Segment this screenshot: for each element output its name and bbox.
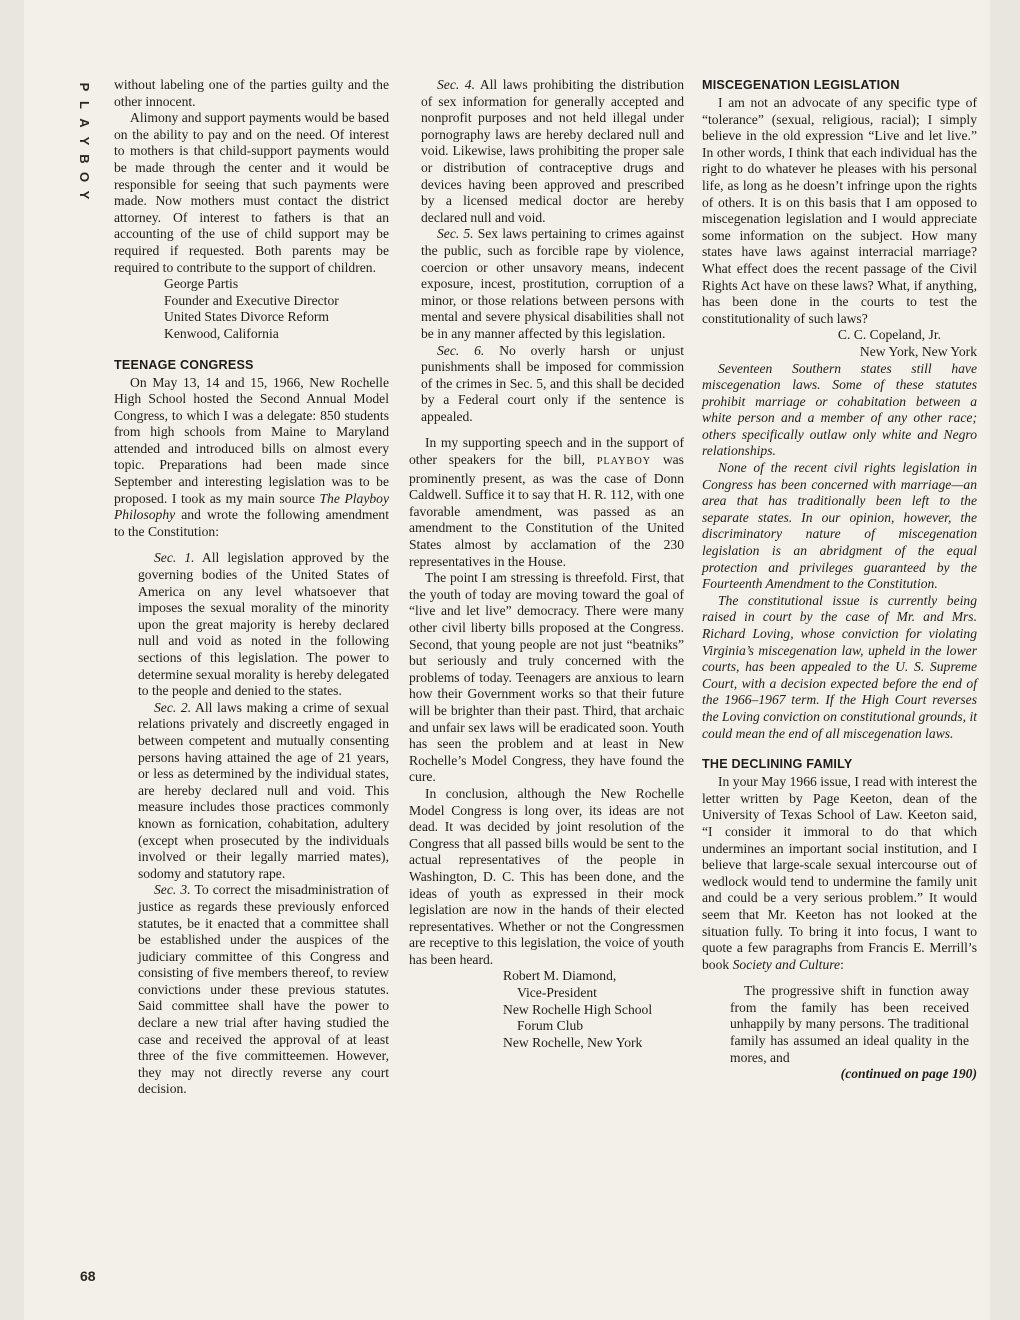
section-2 (138, 700, 389, 883)
masthead-vertical (74, 78, 94, 204)
masthead-letter: P (77, 82, 92, 92)
paragraph (409, 435, 684, 570)
editor-reply: None of the recent civil rights legislation in Congress has been concerned with marriage—an area that has traditionally been left to the separate states. In our opinion, however, the discriminatory nature of miscegenation legislation is an abridgment of the equal protection and privileges guaranteed by the Fourteenth Amendment to the Constitution. (702, 460, 977, 592)
text-run: In your May 1966 issue, I read with interest the letter written by Page Keeton, dean of the University of Texas School of Law. Keeton said, “I consider it immoral to do that which undermines an important social institution, and I believe that large-scale sexual intercourse out of wedlock would tend to undermine the family unit and could be a very serious problem.” It would seem that Mr. Keeton has not looked at the situation fully. To bring it into focus, I want to quote a few paragraphs from Francis E. Merrill’s book (702, 774, 977, 972)
signature-line: New Rochelle High School (503, 1001, 653, 1017)
section-4 (421, 77, 684, 226)
page-number: 68 (80, 1268, 96, 1284)
signature-line: New Rochelle, New York (503, 1034, 643, 1050)
continued-note: (continued on page 190) (840, 1066, 977, 1082)
signature-line: George Partis (164, 276, 239, 292)
signature-partis (164, 276, 389, 342)
masthead-letter: O (77, 171, 92, 183)
paragraph: The point I am stressing is threefold. First, that the youth of today are moving toward the goal of “live and let live” democracy. There were many other civil liberty bills proposed at the Congress. Second, that young people are not just “beatniks” but seriously and truly concerned with the problems of today. Teenagers are anxious to learn how their Government works so that their future will be brighter than their past. Third, that archaic and unfair sex laws will be eradicated soon. Youth has seen the problem and at least in New Rochelle’s Model Congress, they have found the cure. (409, 570, 684, 785)
section-label: Sec. 1. (154, 550, 195, 566)
text-run: : (840, 956, 844, 972)
section-heading-declining-family: THE DECLINING FAMILY (702, 757, 853, 772)
signature-copeland (702, 327, 977, 360)
text-run: All laws making a crime of sexual relations privately and discreetly engaged in between competent and mutually consenting persons having attained the age of 21 years, or less as determined by the individual states, are hereby declared null and void. This measure includes those practices commonly known as fornication, cohabitation, adultery (except when prosecuted by the individuals involved or their legally married mates), sodomy and statutory rape. (138, 699, 389, 881)
section-heading-miscegenation: MISCEGENATION LEGISLATION (702, 78, 900, 92)
section-heading-teenage-congress: TEENAGE CONGRESS (114, 357, 254, 372)
section-label: Sec. 6. (437, 342, 485, 358)
paragraph (702, 774, 977, 973)
section-label: Sec. 2. (154, 699, 192, 715)
signature-line: Kenwood, California (164, 325, 279, 341)
section-label: Sec. 5. (437, 226, 474, 242)
section-3 (138, 882, 389, 1098)
section-5 (421, 226, 684, 342)
text-run: All laws prohibiting the distribution of sex information for generally accepted and nonprofit purposes and not held illegal under pornography laws are hereby declared null and void. Likewise, laws prohibiting the proper sale or distribution of contraceptive drugs and devices having been approved and prescribed by a licensed medical doctor are hereby declared null and void. (421, 77, 684, 225)
masthead-letter: L (77, 101, 92, 109)
text-run: No overly harsh or unjust punishments shall be imposed for commission of the crimes in Sec. 5, and this shall be decided by a Federal court only if the sentence is appealed. (421, 342, 684, 424)
editor-reply: The constitutional issue is currently being raised in court by the case of Mr. and Mrs. Richard Loving, whose conviction for violating Virginia’s miscegenation law, upheld in the lower courts, has been appealed to the U. S. Supreme Court, with a decision expected before the end of the 1966–1967 term. If the High Court reverses the Loving conviction on constitutional grounds, it could mean the end of all miscegenation laws. (702, 592, 977, 741)
text-run: In my supporting speech and in the support of other speakers for the bill, (409, 435, 684, 468)
book-title: Society and Culture (732, 956, 841, 972)
text-run: and wrote the following amendment to the Constitution: (114, 507, 389, 539)
masthead-letter: Y (77, 190, 92, 200)
text-run: On May 13, 14 and 15, 1966, New Rochelle High School hosted the Second Annual Model Congress, to which I was a delegate: 850 students from high schools from Maine to Maryland attended and introduced bills on almost every topic. Preparations had been made since September and interesting legislation was to be proposed. I took as my main source (114, 374, 389, 506)
paragraph (114, 375, 389, 541)
section-1 (138, 550, 389, 699)
book-title: The Playboy Philosophy (114, 490, 390, 523)
column-2 (409, 77, 684, 1051)
text-run: Sex laws pertaining to crimes against the public, such as forcible rape by violence, coercion or other unsavory means, indecent exposure, incest, prostitution, corruption of a minor, or those relations between persons with mental and severe physical disabilities shall not be in any manner affected by this legislation. (421, 226, 684, 341)
masthead-letter: Y (77, 136, 92, 146)
magazine-page (24, 0, 990, 1320)
text-run: To correct the misadministration of justice as regards these previously enforced statutes, be it enacted that a committee shall be established under the auspices of the judiciary committee of this Congress and consisting of five members thereof, to review convictions under these previous statutes. Said committee shall have the power to declare a new trial after having studied the case and received the approval of at least three of the five committeemen. However, they may not directly reverse any court decision. (138, 882, 389, 1097)
section-label: Sec. 4. (437, 77, 476, 92)
amendment-text-continued (421, 77, 684, 425)
paragraph: I am not an advocate of any specific type of “tolerance” (sexual, religious, racial); I simply believe in the old expression “Live and let live.” In other words, I think that each individual has the right to do whatever he pleases with his personal life, as long as he doesn’t infringe upon the rights of others. It is on this basis that I am opposed to miscegenation legislation and I would appreciate some information on the subject. How many states have laws against interracial marriage? What effect does the recent passage of the Civil Rights Act have on these laws? What, if anything, has been done in the courts to test the constitutionality of such laws? (702, 95, 977, 326)
text-run: was prominently present, as was the case of Donn Caldwell. Suffice it to say that H. R. 112, with one favorable amendment, was passed as an amendment to the Constitution of the United States almost by acclamation of the 230 representatives in the House. (409, 452, 684, 569)
editor-reply: Seventeen Southern states still have miscegenation laws. Some of these statutes prohibit marriage or cohabitation between a white person and a member of any other race; others specifically outlaw only white and Negro relationships. (702, 360, 977, 459)
amendment-text (138, 550, 389, 1098)
signature-line: Robert M. Diamond, (503, 968, 617, 984)
text-run: All legislation approved by the governing bodies of the United States of America on any level whatsoever that imposes the sexual morality of the minority upon the great majority is hereby declared null and void as noted in the following sections of this legislation. The power to determine sexual morality is hereby delegated to the people and denied to the states. (138, 550, 389, 699)
column-3 (702, 77, 977, 1083)
signature-line: New York, New York (859, 343, 977, 359)
quote-paragraph: The progressive shift in function away from the family has been received unhappily by many persons. The traditional family has assumed an ideal quality in the mores, and (730, 983, 969, 1065)
block-quote (730, 983, 969, 1066)
section-label: Sec. 3. (154, 882, 191, 898)
magazine-name: PLAYBOY (596, 456, 652, 468)
paragraph: In conclusion, although the New Rochelle Model Congress is long over, its ideas are not dead. It was decided by joint resolution of the Congress that all passed bills would be sent to the actual representatives of the people in Washington, D. C. This has been done, and the ideas of youth as expressed in their mock legislation are now in the hands of their elected representatives. Whether or not the Congressmen are receptive to this legislation, the voice of youth has been heard. (409, 785, 684, 967)
paragraph: Alimony and support payments would be based on the ability to pay and on the need. Of interest to mothers is that child-support payments would be made through the center and it would be responsible for seeing that such payments were made. Now mothers must contact the district attorney. Of interest to fathers is that an accounting of the use of child support may be required if requested. Both parents may be required to contribute to the support of children. (114, 110, 389, 275)
signature-line: C. C. Copeland, Jr. (837, 327, 941, 343)
masthead-letter: B (77, 154, 92, 164)
signature-line: Founder and Executive Director (164, 292, 339, 308)
column-1 (114, 77, 389, 1098)
signature-line: Forum Club (517, 1018, 584, 1034)
signature-line: United States Divorce Reform (164, 309, 329, 325)
masthead-letter: A (77, 118, 92, 128)
signature-line: Vice-President (517, 985, 597, 1001)
section-6 (421, 343, 684, 426)
paragraph: without labeling one of the parties guilty and the other innocent. (114, 77, 389, 109)
signature-diamond (503, 968, 684, 1051)
